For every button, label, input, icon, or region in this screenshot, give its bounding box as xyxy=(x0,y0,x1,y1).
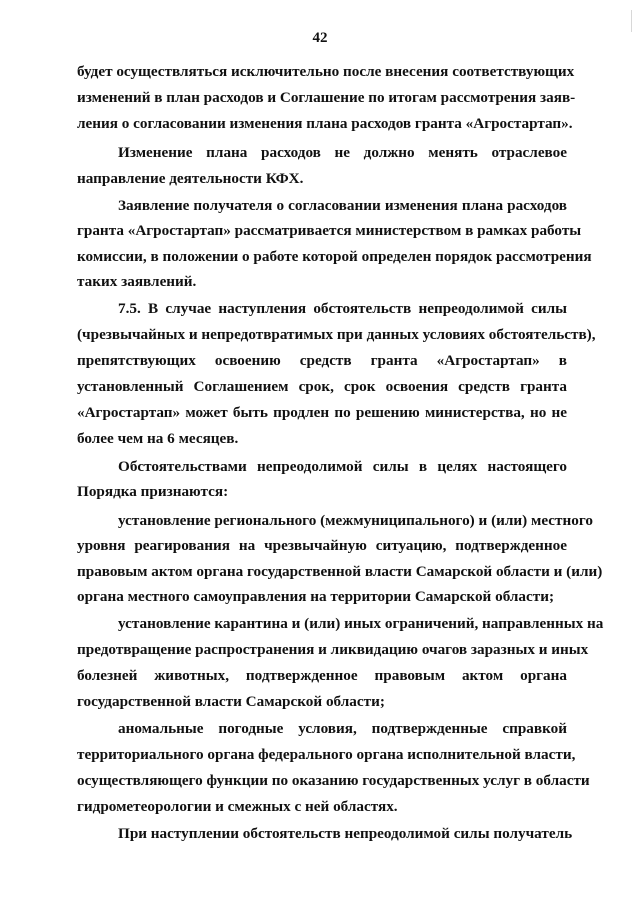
text-line: препятствующих освоению средств гранта «Агростартап» в xyxy=(77,352,567,369)
text-line: государственной власти Самарской области; xyxy=(77,693,385,710)
text-line: органа местного самоуправления на территории Самарской области; xyxy=(77,588,555,605)
text-line: Обстоятельствами непреодолимой силы в целях настоящего xyxy=(118,458,567,475)
text-line: болезней животных, подтвержденное правовым актом органа xyxy=(77,667,567,684)
text-line: При наступлении обстоятельств непреодолимой силы получатель xyxy=(118,825,573,842)
text-line: предотвращение распространения и ликвидацию очагов заразных и иных xyxy=(77,641,589,658)
text-line: более чем на 6 месяцев. xyxy=(77,430,239,447)
text-line: Заявление получателя о согласовании изменения плана расходов xyxy=(118,197,567,214)
text-line: уровня реагирования на чрезвычайную ситуацию, подтвержденное xyxy=(77,537,567,554)
text-line: комиссии, в положении о работе которой определен порядок рассмотрения xyxy=(77,248,592,265)
text-line: установление карантина и (или) иных ограничений, направленных на xyxy=(118,615,604,632)
text-line: территориального органа федерального органа исполнительной власти, xyxy=(77,746,576,763)
text-line: Изменение плана расходов не должно менять отраслевое xyxy=(118,144,567,161)
text-line: установление регионального (межмуниципального) и (или) местного xyxy=(118,512,593,529)
text-line: будет осуществляться исключительно после внесения соответствующих xyxy=(77,63,575,80)
text-line: установленный Соглашением срок, срок освоения средств гранта xyxy=(77,378,567,395)
text-line: таких заявлений. xyxy=(77,273,197,290)
text-line: 7.5. В случае наступления обстоятельств непреодолимой силы xyxy=(118,300,567,317)
text-line: «Агростартап» может быть продлен по решению министерства, но не xyxy=(77,404,567,421)
text-line: аномальные погодные условия, подтвержденные справкой xyxy=(118,720,567,737)
text-line: (чрезвычайных и непредотвратимых при данных условиях обстоятельств), xyxy=(77,326,596,343)
page-number: 42 xyxy=(312,30,328,46)
text-line: осуществляющего функции по оказанию государственных услуг в области xyxy=(77,772,590,789)
text-line: гидрометеорологии и смежных с ней областях. xyxy=(77,798,398,815)
text-line: Порядка признаются: xyxy=(77,483,229,500)
text-line: ления о согласовании изменения плана расходов гранта «Агростартап». xyxy=(77,115,573,132)
text-line: направление деятельности КФХ. xyxy=(77,170,304,187)
scan-edge-mark xyxy=(631,10,632,32)
text-line: гранта «Агростартап» рассматривается министерством в рамках работы xyxy=(77,222,582,239)
text-line: правовым актом органа государственной власти Самарской области и (или) xyxy=(77,563,603,580)
text-line: изменений в план расходов и Соглашение по итогам рассмотрения заяв- xyxy=(77,89,576,106)
